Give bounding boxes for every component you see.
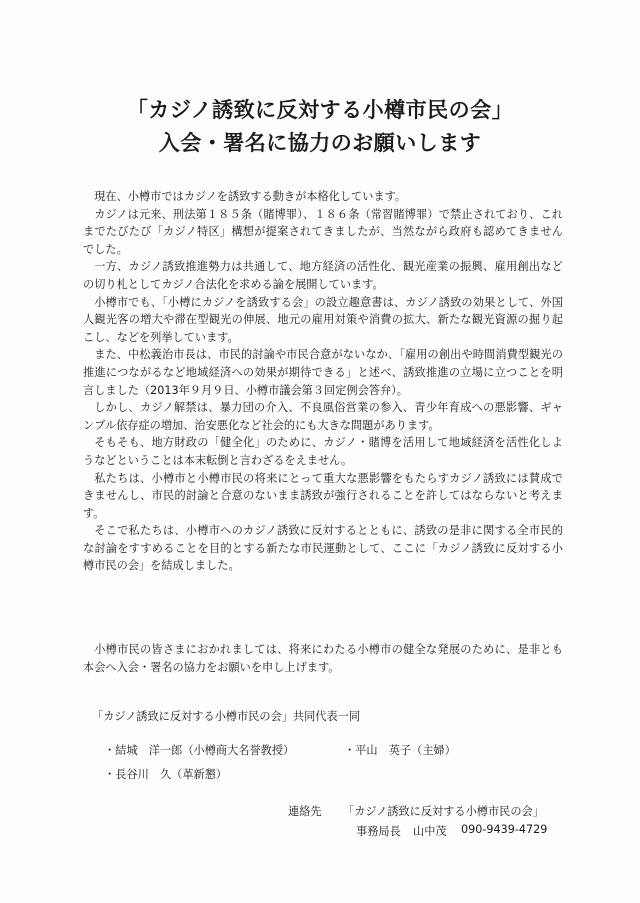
paragraph: カジノは元来、刑法第１８５条（賭博罪）、１８６条（常習賭博罪）で禁止されており、これまでたびたび「カジノ特区」構想が提案されてきましたが、当然ながら政府も認めてきませんでした。 [83, 207, 563, 256]
paragraph: 私たちは、小樽市と小樽市民の将来にとって重大な悪影響をもたらすカジノ誘致には賛成できませんし、市民的討論と合意のないまま誘致が強行されることを許してはならないと考えます。 [83, 471, 563, 520]
paragraph: しかし、カジノ解禁は、暴力団の介入、不良風俗営業の参入、青少年育成への悪影響、ギャンブル依存症の増加、治安悪化など社会的にも大きな問題があります。 [83, 401, 563, 432]
representatives-heading: 「カジノ誘致に反対する小樽市民の会」共同代表一同 [92, 710, 361, 723]
paragraph: 一方、カジノ誘致推進勢力は共通して、地方経済の活性化、観光産業の振興、雇用創出などの切り札としてカジノ合法化を求める論を展開しています。 [83, 260, 563, 291]
contact-phone: 090-9439-4729 [461, 823, 548, 836]
secretary-name: 山中茂 [413, 825, 447, 838]
paragraph: また、中松義治市長は、市民的討論や市民合意がないなか、「雇用の創出や時間消費型観光の推進につながるなど地域経済への効果が期待できる」と述べ、誘致推進の立場に立つことを明言しました（2013年９月９日、小樽市議会第３回定例会答弁）。 [83, 348, 563, 397]
contact-org: 「カジノ誘致に反対する小樽市民の会」 [343, 805, 544, 818]
representative-item: ・平山 英子（主婦） [344, 744, 456, 757]
paragraph: 現在、小樽市ではカジノを誘致する動きが本格化しています。 [94, 190, 407, 203]
paragraph: 小樽市でも、「小樽にカジノを誘致する会」の設立趣意書は、カジノ誘致の効果として、外国人観光客の増大や滞在型観光の伸展、地元の雇用対策や消費の拡大、新たな観光資源の掘り起こし、などを列挙しています。 [83, 295, 563, 344]
title-line-1: 「カジノ誘致に反対する小樽市民の会」 [126, 98, 514, 122]
paragraph: そもそも、地方財政の「健全化」のために、カジノ・賭博を活用して地域経済を活性化しようなどということは本末転倒と言わざるをえません。 [83, 436, 563, 467]
body-paragraphs [83, 188, 563, 575]
secretary-label: 事務局長 [356, 825, 401, 838]
contact-label: 連絡先 [288, 805, 322, 818]
representative-item: ・長谷川 久（革新懇） [104, 768, 228, 781]
title-line-2: 入会・署名に協力のお願いします [158, 131, 482, 155]
representative-item: ・結城 洋一郎（小樽商大名誉教授） [104, 744, 295, 757]
appeal-paragraph: 小樽市民の皆さまにおかれましては、将来にわたる小樽市の健全な発展のために、是非とも本会へ入会・署名の協力をお願いを申し上げます。 [83, 643, 563, 674]
appeal-section [83, 641, 563, 676]
paragraph: そこで私たちは、小樽市へのカジノ誘致に反対するとともに、誘致の是非に関する全市民的な討論をすすめることを目的とする新たな市民運動として、ここに「カジノ誘致に反対する小樽市民の会」を結成しました。 [83, 524, 563, 573]
